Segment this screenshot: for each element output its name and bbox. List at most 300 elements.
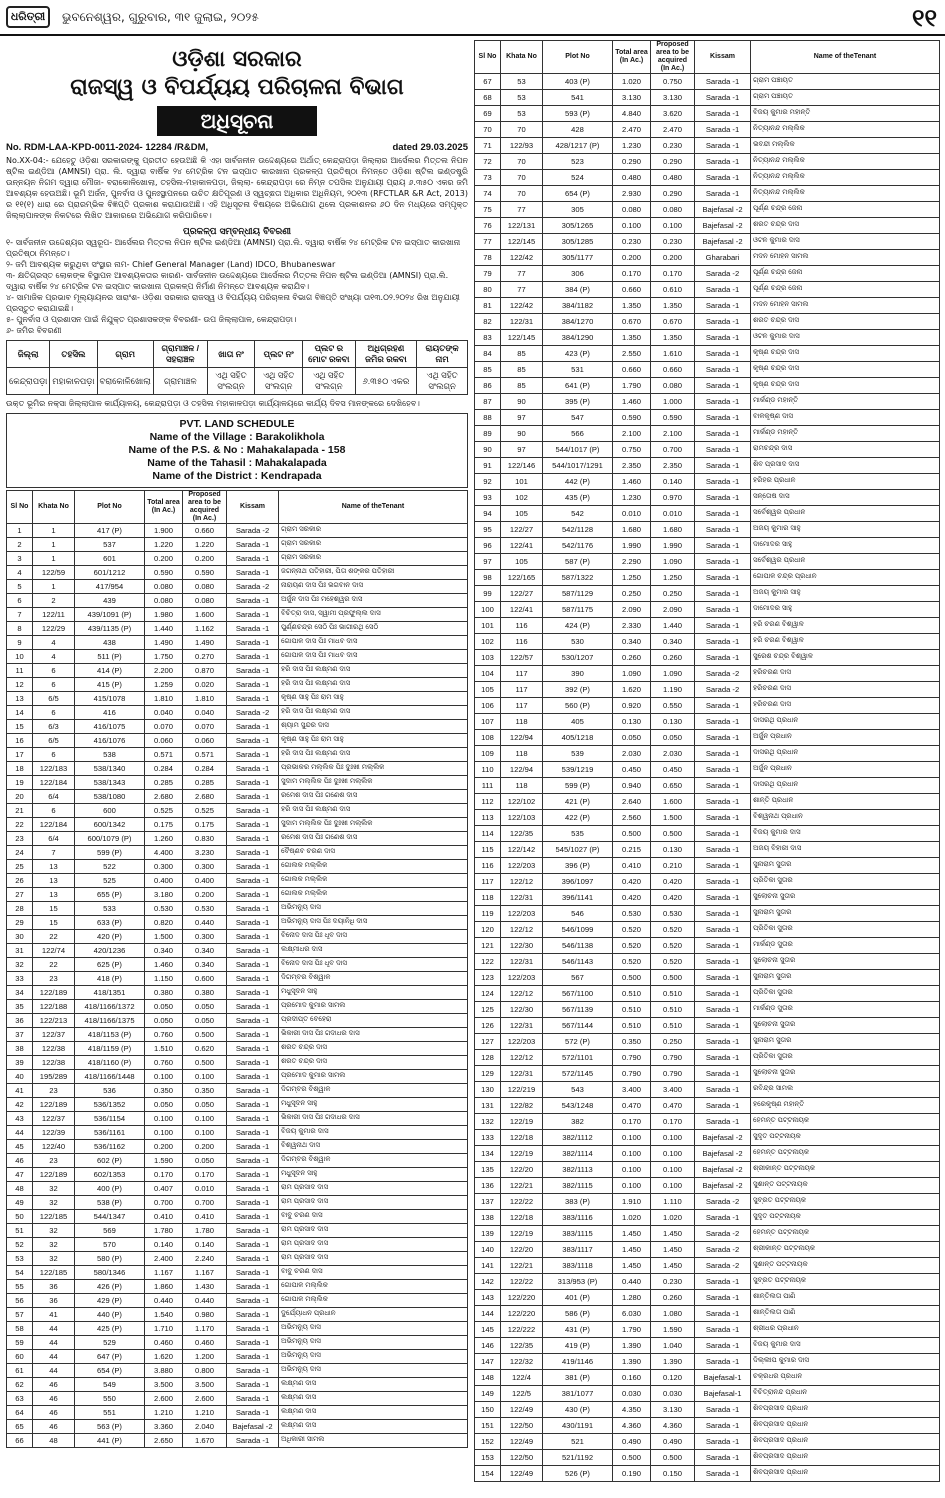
table-cell: Sarada -1 — [695, 1002, 751, 1018]
table-cell: Sarada -1 — [227, 664, 279, 678]
table-cell: 395 (P) — [543, 394, 613, 410]
table-cell: 428/1217 (P) — [543, 138, 613, 154]
summary-cell: ଏଥି ସହିତ ସଂଲଗ୍ନ — [303, 368, 356, 395]
table-cell: Sarada -1 — [227, 1182, 279, 1196]
table-cell: 27 — [7, 888, 33, 902]
table-cell: Sarada -1 — [695, 554, 751, 570]
table-cell: 0.800 — [183, 1364, 227, 1378]
table-cell: 600 — [75, 804, 145, 818]
table-cell: 0.130 — [651, 714, 695, 730]
table-cell: 426 (P) — [75, 1280, 145, 1294]
table-cell: ସୁଲୋଚନା ସୁତାର — [751, 890, 940, 906]
table-cell: 0.200 — [145, 552, 183, 566]
table-cell: 0.250 — [651, 1034, 695, 1050]
table-cell: ଗୋପାଳ ମଲ୍ଲିକ — [279, 1280, 468, 1294]
table-cell: 1.500 — [145, 930, 183, 944]
summary-header-cell: ଜିଲ୍ଲା — [7, 341, 50, 368]
table-cell: Sarada -1 — [695, 906, 751, 922]
table-cell: 141 — [475, 1258, 501, 1274]
table-cell: 544/1017 (P) — [543, 442, 613, 458]
table-cell: 382/1115 — [543, 1178, 613, 1194]
table-cell: 1.990 — [613, 538, 651, 554]
table-cell: 2.240 — [183, 1252, 227, 1266]
table-cell: 396 (P) — [543, 858, 613, 874]
table-cell: 0.407 — [145, 1182, 183, 1196]
table-cell: Sarada -1 — [695, 138, 751, 154]
table-cell: 0.510 — [613, 1018, 651, 1034]
table-row — [7, 636, 468, 650]
table-cell: Sarada -1 — [227, 1126, 279, 1140]
project-item: ୧- ସାର୍ବଜନୀନ ଉଦ୍ଦେଶ୍ୟର ସ୍ୱରୂପ- ଆର୍ସେଲର ମିତ୍ତଲ ନିପନ ଷ୍ଟିଲ ଇଣ୍ଡିଆ (AMNSI) ପ୍ରା.ଲି. ଦ୍ୱାରା ବାର୍ଷିକ ୨୪ ମେଟ୍ରିକ ଟନ ଇସ୍ପାତ କାରଖାନା ପ୍ରତିଷ୍ଠା ନିମନ୍ତେ। — [6, 238, 461, 258]
table-cell: 133 — [475, 1130, 501, 1146]
table-row — [7, 1196, 468, 1210]
table-cell: 122/18 — [501, 1130, 543, 1146]
table-cell: 1.040 — [651, 1338, 695, 1354]
column-header: Name of theTenant — [751, 41, 940, 74]
table-cell: 601 — [75, 552, 145, 566]
table-cell: ସୁନାରାମ ସୁତାର — [751, 1034, 940, 1050]
table-cell: 1.090 — [651, 666, 695, 682]
table-cell: 405/1218 — [543, 730, 613, 746]
table-cell: 384/1270 — [543, 314, 613, 330]
summary-data-row — [7, 368, 468, 395]
table-row — [475, 138, 940, 154]
table-cell: 1.510 — [145, 1042, 183, 1056]
table-cell: Sarada -2 — [695, 1226, 751, 1242]
table-cell: 1 — [33, 524, 75, 538]
table-cell: ଭବନ୍ଦୀ ମଲ୍ଲିକ — [751, 138, 940, 154]
table-cell: 1.450 — [613, 1258, 651, 1274]
table-cell: Sarada -1 — [695, 90, 751, 106]
table-cell: 544/1017/1291 — [543, 458, 613, 474]
table-cell: 48 — [7, 1182, 33, 1196]
summary-cell: ଏଥି ସହିତ ସଂଲଗ୍ନ — [255, 368, 303, 395]
table-cell: Bajefasal -2 — [227, 1420, 279, 1434]
table-cell: 0.500 — [613, 1450, 651, 1466]
summary-header-row — [7, 341, 468, 368]
table-row — [7, 846, 468, 860]
table-cell: 122/38 — [33, 1056, 75, 1070]
table-cell: ସୁନାରାମ ସୁତାର — [751, 906, 940, 922]
table-cell: ସୁଦାମ ମଲ୍ଲିକ ପିଃ ଦୁଃଖୀ ମଲ୍ଲିକ — [279, 776, 468, 790]
table-cell: 100 — [475, 602, 501, 618]
table-cell: 3.500 — [183, 1378, 227, 1392]
table-cell: 1.490 — [183, 636, 227, 650]
column-header: Proposed area to be acquired (In Ac.) — [183, 491, 227, 524]
table-cell: 1.590 — [651, 1322, 695, 1338]
table-row — [475, 682, 940, 698]
summary-cell: ଏଥି ସହିତ ସଂଲଗ୍ନ — [417, 368, 468, 395]
table-cell: 384/1182 — [543, 298, 613, 314]
table-row — [475, 970, 940, 986]
table-cell: 560 (P) — [543, 698, 613, 714]
table-cell: ଶାନ୍ତିଲତା ପାଣି — [751, 1290, 940, 1306]
table-cell: 1.230 — [613, 490, 651, 506]
table-cell: 0.230 — [613, 234, 651, 250]
table-cell: 32 — [33, 1238, 75, 1252]
table-cell: ଗୋପାଳ ଦାସ ପିଃ ମାଧବ ଦାସ — [279, 650, 468, 664]
table-cell: 150 — [475, 1402, 501, 1418]
table-cell: 0.100 — [145, 1070, 183, 1084]
table-cell: 36 — [33, 1294, 75, 1308]
table-cell: 1.250 — [613, 570, 651, 586]
column-header: Khata No — [33, 491, 75, 524]
table-cell: Sarada -1 — [227, 1322, 279, 1336]
table-cell: 19 — [7, 776, 33, 790]
table-cell: 122/37 — [33, 1028, 75, 1042]
table-cell: Sarada -1 — [695, 1210, 751, 1226]
table-cell: Sarada -1 — [227, 748, 279, 762]
table-row — [7, 748, 468, 762]
table-cell: ହରିଚରଣ ଦାସ — [751, 666, 940, 682]
table-cell: 101 — [501, 474, 543, 490]
table-cell: Sarada -1 — [695, 410, 751, 426]
table-cell: ହେମନ୍ତ ପଟ୍ଟନାୟକ — [751, 1146, 940, 1162]
table-cell: ବାବୁ ଚରଣ ଦାସ — [279, 1266, 468, 1280]
table-cell: Sarada -1 — [695, 522, 751, 538]
table-cell: ଅଭିମନ୍ୟୁ ଦାସ — [279, 1350, 468, 1364]
table-row — [7, 1252, 468, 1266]
table-cell: 0.300 — [183, 930, 227, 944]
table-cell: Bajefasal -2 — [695, 1162, 751, 1178]
table-cell: 29 — [7, 916, 33, 930]
table-cell: 414 (P) — [75, 664, 145, 678]
table-cell: 32 — [33, 1224, 75, 1238]
table-row — [475, 106, 940, 122]
table-cell: ମଧୁସୂଦନ ସାହୁ — [279, 1098, 468, 1112]
table-cell: Sarada -1 — [695, 1354, 751, 1370]
table-cell: ପ୍ରିତିକା ସୁତାର — [751, 1050, 940, 1066]
table-cell: 0.490 — [651, 1434, 695, 1450]
table-row — [475, 362, 940, 378]
table-cell: 0.050 — [183, 1014, 227, 1028]
table-cell: 538 (P) — [75, 1196, 145, 1210]
table-cell: ସୁଲୋଚନା ସୁତାର — [751, 954, 940, 970]
table-cell: 122/40 — [33, 1140, 75, 1154]
table-cell: 396/1097 — [543, 874, 613, 890]
table-cell: 0.500 — [613, 970, 651, 986]
department-heading: ରାଜସ୍ୱ ଓ ବିପର୍ଯ୍ୟୟ ପରିଚାଳନା ବିଭାଗ — [70, 75, 404, 100]
column-header: Sl No — [475, 41, 501, 74]
table-cell: 122/184 — [33, 776, 75, 790]
table-row — [7, 1322, 468, 1336]
table-row — [475, 986, 940, 1002]
table-cell: Sarada -1 — [695, 186, 751, 202]
table-cell: 1.450 — [651, 1226, 695, 1242]
table-cell: 0.980 — [183, 1308, 227, 1322]
table-cell: Sarada -1 — [695, 922, 751, 938]
table-cell: 0.410 — [145, 1210, 183, 1224]
table-row — [475, 186, 940, 202]
table-cell: 0.100 — [183, 1112, 227, 1126]
table-row — [7, 1210, 468, 1224]
table-cell: 1.260 — [145, 832, 183, 846]
table-cell: 442 (P) — [543, 474, 613, 490]
table-cell: 2 — [7, 538, 33, 552]
table-cell: 567/1100 — [543, 986, 613, 1002]
table-cell: Sarada -1 — [695, 858, 751, 874]
table-cell: Sarada -1 — [695, 650, 751, 666]
project-details-list — [6, 237, 468, 336]
table-cell: 430 (P) — [543, 1402, 613, 1418]
table-cell: Sarada -1 — [695, 442, 751, 458]
table-cell: Bajefasal -2 — [695, 1130, 751, 1146]
reference-line — [6, 142, 468, 153]
table-cell: 0.290 — [651, 186, 695, 202]
table-cell: Sarada -1 — [695, 602, 751, 618]
table-cell: 122/18 — [501, 1210, 543, 1226]
table-cell: 1.790 — [613, 378, 651, 394]
table-cell: 122/21 — [501, 1258, 543, 1274]
table-cell: 405 — [543, 714, 613, 730]
table-cell: ଶରତ ଚନ୍ଦ୍ର ଦାସ — [279, 1056, 468, 1070]
table-cell: 587/1322 — [543, 570, 613, 586]
table-cell: 0.260 — [651, 1290, 695, 1306]
table-cell: Sarada -1 — [227, 902, 279, 916]
table-cell: 135 — [475, 1162, 501, 1178]
table-row — [475, 490, 940, 506]
table-cell: 0.340 — [145, 944, 183, 958]
table-cell: 1.090 — [613, 666, 651, 682]
table-cell: 549 — [75, 1378, 145, 1392]
table-cell: ଗୋଲକ ମଲ୍ଲିକ — [279, 888, 468, 902]
table-cell: 5 — [7, 580, 33, 594]
project-item: ୨- ଜମି ଆବଶ୍ୟକ କରୁଥିବା ସଂସ୍ଥାର ନାମ- Chief General Manager (Land) IDCO, Bhubaneswar — [6, 260, 336, 269]
table-cell: 22 — [7, 818, 33, 832]
table-cell: ବିନୋଦ ଦାସ ପିଃ ଧୃବ ଦାସ — [279, 958, 468, 972]
table-cell: ପ୍ରିତିକା ସୁତାର — [751, 986, 940, 1002]
table-cell: 1.259 — [145, 678, 183, 692]
table-cell: ଶାନ୍ତିଲତା ପାଣି — [751, 1306, 940, 1322]
table-cell: 0.200 — [613, 250, 651, 266]
table-cell: 0.670 — [613, 314, 651, 330]
table-cell: 3.130 — [651, 1402, 695, 1418]
table-cell: 0.100 — [183, 1070, 227, 1084]
table-cell: 93 — [475, 490, 501, 506]
table-row — [475, 1034, 940, 1050]
table-cell: 85 — [501, 362, 543, 378]
table-cell: 0.380 — [145, 986, 183, 1000]
table-cell: ନିତ୍ୟାନନ୍ଦ ମଲ୍ଲିକ — [751, 170, 940, 186]
table-cell: 48 — [33, 1434, 75, 1448]
project-item: ୩- କ୍ଷତିଗ୍ରସ୍ତ ଲୋକଙ୍କ ବିସ୍ଥାପନ ଆବଶ୍ୟକତାର କାରଣ- ସାର୍ବଜନୀନ ଉଦ୍ଦେଶ୍ୟରେ ଆର୍ସେଲର ମିତ୍ତଲ ନିପନ ଷ୍ଟିଲ ଇଣ୍ଡିଆ (AMNSI) ପ୍ରା.ଲି. ଦ୍ୱାରା ବାର୍ଷିକ ୨୪ ମେଟ୍ରିକ ଟନ ଇସ୍ପାତ କାରଖାନା ପ୍ରକଳ୍ପ ନିର୍ମାଣ ନିମନ୍ତେ ଆବଶ୍ୟକ କରାଯିବ। — [6, 271, 449, 291]
table-cell: ବିଚିତ୍ରା ଦାସ, ସ୍ୱାମୀ ପ୍ରଫୁଲ୍ଲ ଦାସ — [279, 608, 468, 622]
table-cell: 0.830 — [183, 832, 227, 846]
table-cell: 122/31 — [501, 314, 543, 330]
table-row — [475, 602, 940, 618]
table-row — [475, 1402, 940, 1418]
table-cell: 0.230 — [651, 138, 695, 154]
table-cell: 1.200 — [183, 1350, 227, 1364]
table-cell: ଦାସରଥି ପ୍ରଧାନ — [751, 746, 940, 762]
table-cell: 0.130 — [613, 714, 651, 730]
table-cell: 0.250 — [651, 586, 695, 602]
table-cell: 0.100 — [145, 1112, 183, 1126]
table-cell: 77 — [475, 234, 501, 250]
table-row — [475, 1194, 940, 1210]
table-cell: 122/165 — [501, 570, 543, 586]
table-cell: 1.620 — [613, 682, 651, 698]
table-row — [7, 1126, 468, 1140]
table-cell: ଅଭିମନ୍ୟୁ ଦାସ — [279, 1364, 468, 1378]
table-cell: Sarada -1 — [695, 282, 751, 298]
table-cell: Bajefasal-1 — [695, 1370, 751, 1386]
table-cell: 1.350 — [651, 298, 695, 314]
table-cell: ସୁଶାନ୍ତ ପଟ୍ଟନାୟକ — [751, 1258, 940, 1274]
table-row — [7, 1084, 468, 1098]
table-cell: ହରେକୃଷ୍ଣ ମହାନ୍ତି — [751, 1098, 940, 1114]
table-cell: 536 — [75, 1084, 145, 1098]
table-cell: 62 — [7, 1378, 33, 1392]
table-cell: 0.030 — [613, 1386, 651, 1402]
table-cell: ଗୋଲକ ମଲ୍ଲିକ — [279, 860, 468, 874]
table-cell: 0.010 — [183, 1182, 227, 1196]
table-cell: 0.140 — [145, 1238, 183, 1252]
table-cell: ଅଜୟ କୁମାର ସାହୁ — [751, 522, 940, 538]
table-row — [475, 1386, 940, 1402]
table-cell: 13 — [33, 888, 75, 902]
table-cell: 1.430 — [183, 1280, 227, 1294]
table-cell: ମାର୍କଣ୍ଡ ସୁତାର — [751, 1002, 940, 1018]
table-cell: 538/1080 — [75, 790, 145, 804]
table-cell: 521 — [543, 1434, 613, 1450]
table-row — [475, 1322, 940, 1338]
table-cell: 139 — [475, 1226, 501, 1242]
table-cell: Sarada -1 — [227, 958, 279, 972]
table-cell: 122/222 — [501, 1322, 543, 1338]
table-cell: 0.590 — [613, 410, 651, 426]
summary-header-cell: ଅଧିଗ୍ରହଣ ଜମିର ରକବା — [355, 341, 417, 368]
table-cell: ଶାନ୍ତି ପ୍ରଧାନ — [751, 794, 940, 810]
table-cell: 0.350 — [613, 1034, 651, 1050]
column-header: Kissam — [695, 41, 751, 74]
table-cell: 0.400 — [145, 874, 183, 888]
table-cell: 122/145 — [501, 234, 543, 250]
table-row — [475, 266, 940, 282]
table-cell: 0.050 — [145, 1098, 183, 1112]
table-cell: 0.350 — [183, 1084, 227, 1098]
table-cell: ଅଧିକାରୀ ସାମଲ — [279, 1434, 468, 1448]
table-cell: 70 — [501, 154, 543, 170]
schedule-table-left — [6, 490, 468, 1448]
table-cell: 1.390 — [613, 1338, 651, 1354]
table-row — [475, 1098, 940, 1114]
table-cell: 2.100 — [613, 426, 651, 442]
table-cell: 13 — [33, 860, 75, 874]
table-cell: 122/38 — [33, 1042, 75, 1056]
table-cell: 26 — [7, 874, 33, 888]
table-cell: 147 — [475, 1354, 501, 1370]
table-cell: Sarada -1 — [227, 888, 279, 902]
table-cell: 2.650 — [145, 1434, 183, 1448]
table-cell: 56 — [7, 1294, 33, 1308]
table-cell: Sarada -1 — [695, 74, 751, 90]
table-cell: 120 — [475, 922, 501, 938]
table-cell: Gharabari — [695, 250, 751, 266]
table-cell: 3.880 — [145, 1364, 183, 1378]
table-cell: 423 (P) — [543, 346, 613, 362]
table-cell: 536/1154 — [75, 1112, 145, 1126]
table-cell: 2.640 — [613, 794, 651, 810]
table-row — [475, 234, 940, 250]
table-cell: 526 (P) — [543, 1466, 613, 1482]
table-cell: 2.040 — [183, 1420, 227, 1434]
table-cell: Sarada -1 — [227, 1406, 279, 1420]
table-cell: 0.650 — [651, 778, 695, 794]
table-cell: 23 — [33, 1084, 75, 1098]
table-cell: 0.260 — [613, 650, 651, 666]
table-cell: 424 (P) — [543, 618, 613, 634]
table-cell: Sarada -1 — [227, 762, 279, 776]
table-cell: Sarada -1 — [695, 938, 751, 954]
table-cell: 1.810 — [183, 692, 227, 706]
table-cell: Sarada -1 — [227, 594, 279, 608]
table-cell: 7 — [33, 846, 75, 860]
table-cell: 122/188 — [33, 1000, 75, 1014]
table-cell: ନିତ୍ୟାନନ୍ଦ ମଲ୍ଲିକ — [751, 154, 940, 170]
schedule-district: Name of the District : Kendrapada — [152, 470, 322, 482]
table-cell: 1.250 — [651, 570, 695, 586]
table-cell: 113 — [475, 810, 501, 826]
table-cell: 0.060 — [145, 734, 183, 748]
reference-number: No. RDM-LAA-KPD-0011-2024- 12284 /R&DM, — [6, 142, 209, 153]
table-cell: 116 — [475, 858, 501, 874]
table-cell: 0.050 — [183, 1154, 227, 1168]
table-cell: 0.100 — [613, 1178, 651, 1194]
table-cell: 521/1192 — [543, 1450, 613, 1466]
table-cell: 0.510 — [613, 986, 651, 1002]
table-row — [7, 1238, 468, 1252]
table-cell: ମାର୍କଣ୍ଡ ମହାନ୍ତି — [751, 426, 940, 442]
table-cell: ଅଜୟ କୁମାର ସାହୁ — [751, 586, 940, 602]
table-cell: 47 — [7, 1168, 33, 1182]
table-row — [7, 566, 468, 580]
table-cell: 122/49 — [501, 1402, 543, 1418]
table-row — [7, 1336, 468, 1350]
table-cell: Sarada -1 — [227, 692, 279, 706]
table-row — [7, 1364, 468, 1378]
table-cell: 2.560 — [613, 810, 651, 826]
table-cell: 46 — [33, 1406, 75, 1420]
table-cell: 51 — [7, 1224, 33, 1238]
table-row — [475, 906, 940, 922]
table-cell: Sarada -2 — [695, 1194, 751, 1210]
table-cell: Sarada -1 — [695, 1450, 751, 1466]
table-cell: 122/35 — [501, 826, 543, 842]
table-cell: ହରି ଦାସ ପିଃ ଲକ୍ଷ୍ମଣ ଦାସ — [279, 804, 468, 818]
table-cell: 97 — [501, 442, 543, 458]
table-cell: Sarada -1 — [227, 1252, 279, 1266]
table-cell: 0.050 — [613, 730, 651, 746]
table-cell: 547 — [543, 410, 613, 426]
table-cell: 0.170 — [651, 1114, 695, 1130]
table-cell: 2.470 — [613, 122, 651, 138]
table-cell: 425 (P) — [75, 1322, 145, 1336]
table-row — [475, 1466, 940, 1482]
table-cell: 383/1118 — [543, 1258, 613, 1274]
table-cell: ଶିବପ୍ରସାଦ ପ୍ରଧାନ — [751, 1418, 940, 1434]
table-cell: 86 — [475, 378, 501, 394]
table-cell: 98 — [475, 570, 501, 586]
table-cell: 1.450 — [613, 1242, 651, 1258]
table-cell: 545/1027 (P) — [543, 842, 613, 858]
table-cell: 536/1352 — [75, 1098, 145, 1112]
table-row — [7, 1378, 468, 1392]
table-row — [475, 810, 940, 826]
table-row — [475, 170, 940, 186]
table-cell: 122/35 — [501, 1338, 543, 1354]
table-cell: 541 — [543, 90, 613, 106]
